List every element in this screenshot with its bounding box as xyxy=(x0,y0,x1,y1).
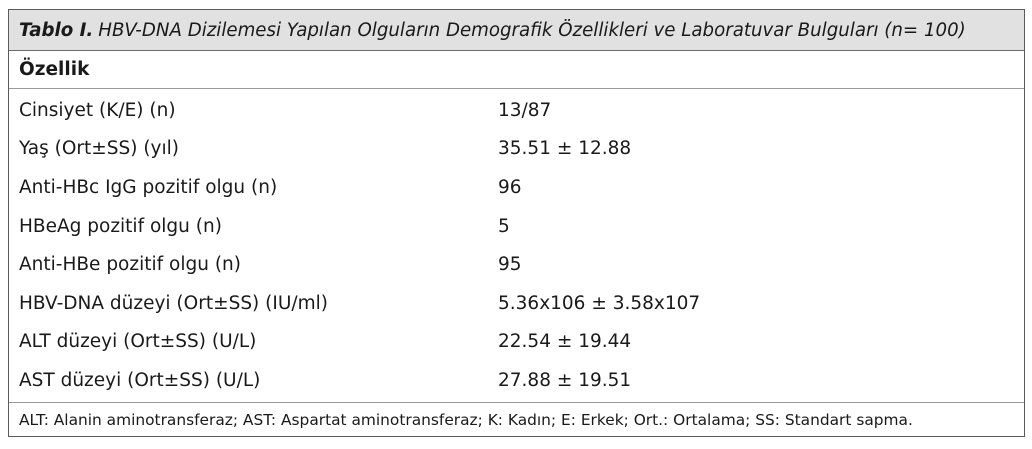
table-row xyxy=(9,207,1024,246)
row-value: 5 xyxy=(498,215,510,237)
row-label: Cinsiyet (K/E) (n) xyxy=(19,99,176,121)
table-row xyxy=(9,130,1024,169)
row-label: Anti-HBe pozitif olgu (n) xyxy=(19,254,241,276)
table-row xyxy=(9,168,1024,207)
row-value: 5.36x106 ± 3.58x107 xyxy=(498,292,701,314)
table-body xyxy=(9,89,1024,400)
row-value: 22.54 ± 19.44 xyxy=(498,331,632,353)
table-caption-label: Tablo I. xyxy=(19,19,94,41)
row-value: 13/87 xyxy=(498,99,552,121)
row-value: 27.88 ± 19.51 xyxy=(498,369,632,391)
table-footnote: ALT: Alanin aminotransferaz; AST: Aspartat aminotransferaz; K: Kadın; E: Erkek; Ort.: Ortalama; SS: Standart sapma. xyxy=(9,402,1024,436)
row-value: 95 xyxy=(498,254,522,276)
table-row xyxy=(9,245,1024,284)
table-header-row xyxy=(9,51,1024,89)
table-row xyxy=(9,361,1024,400)
column-header-feature: Özellik xyxy=(19,59,90,80)
row-label: HBV-DNA düzeyi (Ort±SS) (IU/ml) xyxy=(19,292,328,314)
row-label: HBeAg pozitif olgu (n) xyxy=(19,215,222,237)
row-label: Anti-HBc IgG pozitif olgu (n) xyxy=(19,176,278,198)
row-label: AST düzeyi (Ort±SS) (U/L) xyxy=(19,369,261,391)
demographics-table xyxy=(8,9,1025,437)
table-caption-title: HBV-DNA Dizilemesi Yapılan Olguların Demografik Özellikleri ve Laboratuvar Bulguları (n= 100) xyxy=(98,19,966,41)
row-value: 35.51 ± 12.88 xyxy=(498,138,632,160)
table-row xyxy=(9,323,1024,362)
row-label: Yaş (Ort±SS) (yıl) xyxy=(19,138,179,160)
table-row xyxy=(9,284,1024,323)
table-caption xyxy=(9,10,1024,51)
row-label: ALT düzeyi (Ort±SS) (U/L) xyxy=(19,331,257,353)
row-value: 96 xyxy=(498,176,522,198)
table-row xyxy=(9,91,1024,130)
